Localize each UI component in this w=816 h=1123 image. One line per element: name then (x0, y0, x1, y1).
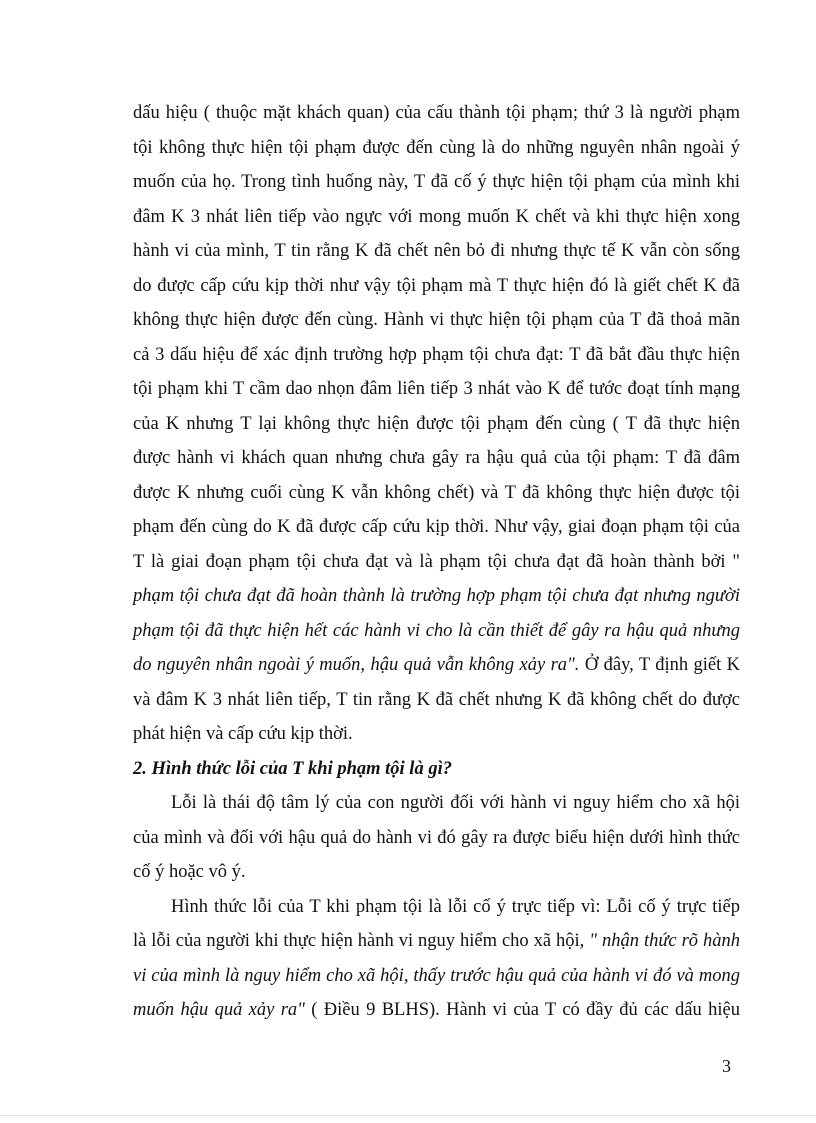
body-text-line: Lỗi là thái độ tâm lý của con người đối với hành vi nguy hiểm cho xã hội (171, 793, 740, 813)
body-text-line: phạm đến cùng do K đã được cấp cứu kịp thời. Như vậy, giai đoạn phạm tội của (133, 517, 740, 537)
body-text-line: của K nhưng T lại không thực hiện được tội phạm đến cùng ( T đã thực hiện (133, 414, 740, 434)
body-text-line: cố ý hoặc vô ý. (133, 862, 246, 882)
quote-text-span: do nguyên nhân ngoài ý muốn, hậu quả vẫn không xảy ra". (133, 655, 580, 675)
body-text-line: không thực hiện được đến cùng. Hành vi thực hiện tội phạm của T đã thoả mãn (133, 310, 740, 330)
body-text-line: được K nhưng cuối cùng K vẫn không chết) và T đã không thực hiện được tội (133, 483, 740, 503)
body-text-line: của mình và đối với hậu quả do hành vi đó gây ra được biểu hiện dưới hình thức (133, 828, 740, 848)
page-number: 3 (722, 1056, 731, 1076)
mixed-text-line (133, 998, 740, 1022)
body-text-line: cả 3 dấu hiệu để xác định trường hợp phạm tội chưa đạt: T đã bắt đầu thực hiện (133, 345, 740, 365)
body-text-line: phát hiện và cấp cứu kịp thời. (133, 724, 353, 744)
body-text-line: tội không thực hiện tội phạm được đến cùng là do những nguyên nhân ngoài ý (133, 138, 740, 158)
quote-text-span: " nhận thức rõ hành (589, 931, 740, 951)
body-text-line: được hành vi khách quan nhưng chưa gây ra hậu quả của tội phạm: T đã đâm (133, 448, 740, 468)
body-text-line: T là giai đoạn phạm tội chưa đạt và là phạm tội chưa đạt đã hoàn thành bởi " (133, 552, 740, 572)
body-text-line: do được cấp cứu kịp thời như vậy tội phạm mà T thực hiện đó là giết chết K đã (133, 276, 740, 296)
body-text-line: muốn của họ. Trong tình huống này, T đã cố ý thực hiện tội phạm của mình khi (133, 172, 740, 192)
body-text-span: Ở đây, T định giết K (579, 655, 740, 675)
body-text-line: đâm K 3 nhát liên tiếp vào ngực với mong muốn K chết và khi thực hiện xong (133, 207, 740, 227)
section-heading: 2. Hình thức lỗi của T khi phạm tội là gì? (133, 759, 452, 779)
body-text-line: và đâm K 3 nhát liên tiếp, T tin rằng K đã chết nhưng K đã không chết do được (133, 690, 740, 710)
page-bottom-rule (0, 1115, 816, 1116)
body-text-line: tội phạm khi T cầm dao nhọn đâm liên tiếp 3 nhát vào K để tước đoạt tính mạng (133, 379, 740, 399)
quote-text-line: phạm tội đã thực hiện hết các hành vi cho là cần thiết để gây ra hậu quả nhưng (133, 621, 740, 641)
body-text-line: Hình thức lỗi của T khi phạm tội là lỗi cố ý trực tiếp vì: Lỗi cố ý trực tiếp (171, 897, 740, 917)
mixed-text-line (133, 929, 740, 953)
mixed-text-line (133, 653, 740, 677)
quote-text-line: phạm tội chưa đạt đã hoàn thành là trường hợp phạm tội chưa đạt nhưng người (133, 586, 740, 606)
body-text-line: hành vi của mình, T tin rằng K đã chết nên bỏ đi nhưng thực tế K vẫn còn sống (133, 241, 740, 261)
body-text-line: dấu hiệu ( thuộc mặt khách quan) của cấu thành tội phạm; thứ 3 là người phạm (133, 103, 740, 123)
body-text-span: là lỗi của người khi thực hiện hành vi nguy hiểm cho xã hội, (133, 931, 590, 951)
quote-text-line: vi của mình là nguy hiểm cho xã hội, thấy trước hậu quả của hành vi đó và mong (133, 966, 740, 986)
body-text-span: ( Điều 9 BLHS). Hành vi của T có đầy đủ các dấu hiệu (304, 1000, 740, 1020)
quote-text-span: muốn hậu quả xảy ra" (133, 1000, 305, 1020)
